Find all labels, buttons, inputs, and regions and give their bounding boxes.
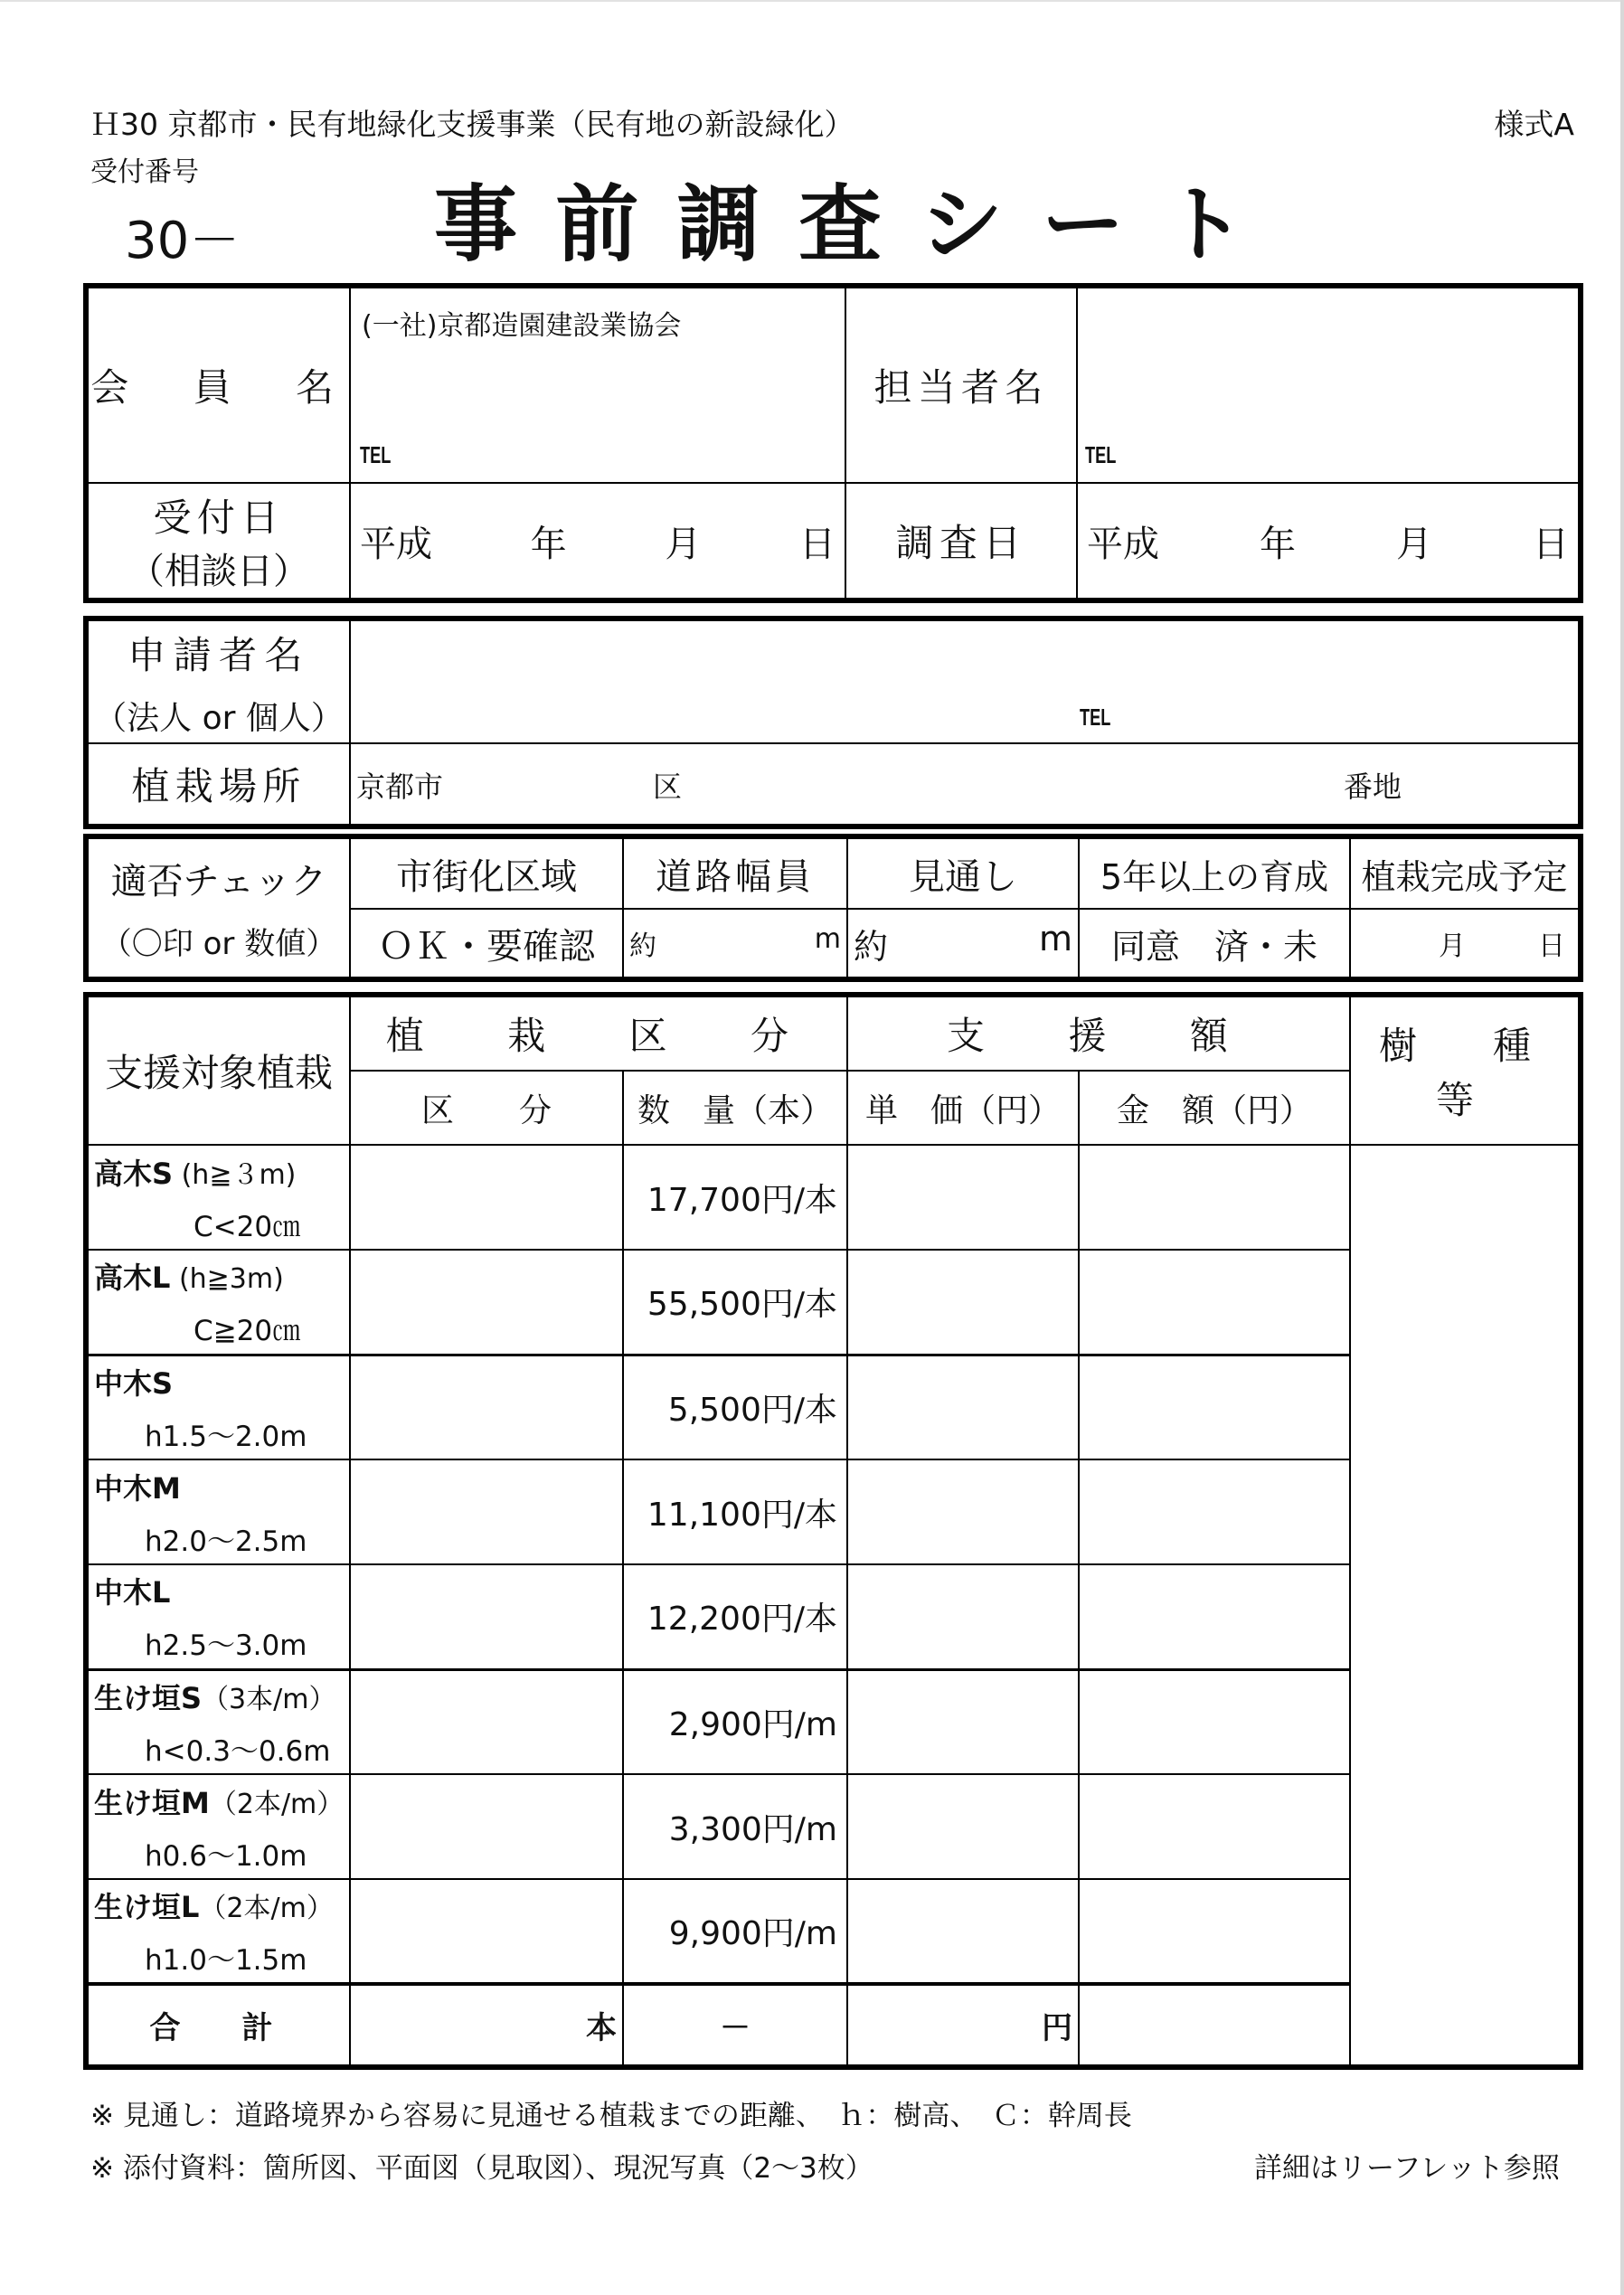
applicant-field[interactable]	[350, 619, 1581, 743]
year-label: 年	[1260, 523, 1296, 565]
total-label: 合 計	[86, 1984, 350, 2067]
planting-row	[86, 1355, 1581, 1459]
category-cell	[86, 1879, 350, 1984]
unit-price: 9,900円/m	[623, 1879, 847, 1984]
month-label: 月	[1439, 930, 1466, 962]
completion-date-field[interactable]	[1350, 909, 1581, 979]
survey-date-label: 調査日	[845, 483, 1077, 600]
category-size: h1.0～1.5m	[145, 1944, 307, 1977]
year-label: 年	[530, 523, 567, 565]
category-size: C≧20㎝	[194, 1315, 301, 1348]
category-size: C<20㎝	[194, 1210, 301, 1243]
species-field[interactable]	[1079, 1774, 1350, 1879]
unit-price: 17,700円/本	[623, 1145, 847, 1250]
category-name: 中木S	[94, 1365, 174, 1401]
category-condition: （3本/m）	[202, 1683, 336, 1715]
day-label: 日	[1538, 930, 1565, 962]
planting-row	[86, 1564, 1581, 1669]
species-header: 樹 種 等	[1350, 995, 1581, 1145]
planting-row	[86, 1879, 1581, 1984]
total-quantity[interactable]: 本	[350, 1984, 623, 2067]
eligibility-section	[83, 834, 1583, 982]
urbanization-field[interactable]: ＯＫ・要確認	[350, 909, 623, 979]
category-name: 中木L	[94, 1575, 171, 1610]
note-visibility: ※ 見通し：道路境界から容易に見通せる植栽までの距離、 ｈ：樹高、 Ｃ：幹周長	[90, 2100, 1132, 2132]
day-label: 日	[798, 523, 836, 565]
contact-tel-label: TEL	[1085, 441, 1117, 468]
category-name: 高木S	[94, 1156, 174, 1191]
quantity-field[interactable]	[350, 1250, 623, 1355]
col-visibility: 見通し	[847, 836, 1079, 909]
era-label: 平成	[360, 523, 432, 565]
planting-row	[86, 1459, 1581, 1564]
planting-section	[83, 992, 1608, 2070]
consent-field[interactable]: 同意 済・未	[1079, 909, 1350, 979]
category-size: h2.5～3.0m	[145, 1629, 307, 1663]
col-five-year-care: 5年以上の育成	[1079, 836, 1350, 909]
member-tel-label: TEL	[360, 441, 392, 468]
quantity-field[interactable]	[350, 1879, 623, 1984]
total-species[interactable]	[1079, 1984, 1350, 2067]
page-title: 事前調査シート	[434, 176, 1285, 273]
unit-price-header: 単 価（円）	[847, 1071, 1079, 1145]
quantity-field[interactable]	[350, 1564, 623, 1669]
category-cell	[86, 1250, 350, 1355]
reception-date-title: 受付日	[153, 495, 285, 540]
approx-label: 約	[629, 930, 656, 962]
form-id: 様式A	[1494, 107, 1574, 142]
category-cell	[86, 1564, 350, 1669]
eligibility-sub: （〇印 or 数値）	[100, 926, 337, 962]
species-field[interactable]	[1079, 1564, 1350, 1669]
category-cell	[86, 1355, 350, 1459]
species-field[interactable]	[1079, 1355, 1350, 1459]
day-label: 日	[1533, 523, 1569, 565]
eligibility-label	[86, 836, 350, 979]
planting-row	[86, 1145, 1581, 1250]
category-name: 生け垣M	[94, 1785, 210, 1820]
category-condition: （2本/m）	[209, 1788, 345, 1820]
species-field[interactable]	[1079, 1250, 1350, 1355]
species-field[interactable]	[1079, 1145, 1350, 1250]
category-cell	[86, 1459, 350, 1564]
species-field[interactable]	[1079, 1459, 1350, 1564]
month-label: 月	[665, 523, 702, 565]
city-label: 京都市	[356, 770, 444, 804]
total-unit-price: －	[623, 1984, 847, 2067]
species-field[interactable]	[1079, 1669, 1350, 1774]
category-condition: (h≧3m)	[170, 1263, 284, 1296]
category-size: h<0.3～0.6m	[145, 1734, 331, 1768]
amount-field[interactable]	[847, 1145, 1079, 1250]
species-field[interactable]	[1079, 1879, 1350, 1984]
member-name-value: (一社)京都造園建設業協会	[362, 310, 682, 342]
eligibility-title: 適否チェック	[110, 861, 327, 902]
col-completion-date: 植栽完成予定	[1350, 836, 1581, 909]
member-section	[83, 283, 1583, 603]
reception-date-label	[86, 483, 350, 600]
unit-price: 3,300円/m	[623, 1774, 847, 1879]
col-urbanization: 市街化区域	[350, 836, 623, 909]
applicant-sub: （法人 or 個人）	[94, 699, 344, 737]
unit-price: 5,500円/本	[623, 1355, 847, 1459]
amount-field[interactable]	[847, 1355, 1079, 1459]
planting-row	[86, 1669, 1581, 1774]
note-reference: 詳細はリーフレット参照	[1254, 2152, 1560, 2185]
location-field[interactable]	[350, 743, 1581, 826]
planting-category-header: 植 栽 区 分	[350, 995, 847, 1071]
category-cell	[86, 1774, 350, 1879]
page-edge	[0, 0, 1624, 2]
quantity-field[interactable]	[350, 1355, 623, 1459]
unit-price: 55,500円/本	[623, 1250, 847, 1355]
category-cell	[86, 1669, 350, 1774]
category-name: 生け垣L	[94, 1890, 200, 1924]
unit-price: 2,900円/m	[623, 1669, 847, 1774]
quantity-field[interactable]	[350, 1145, 623, 1250]
road-width-field[interactable]	[623, 909, 847, 979]
total-amount[interactable]: 円	[847, 1984, 1079, 2067]
amount-field[interactable]	[847, 1879, 1079, 1984]
quantity-field[interactable]	[350, 1669, 623, 1774]
planting-row	[86, 1250, 1581, 1355]
contact-name-label: 担当者名	[845, 286, 1077, 483]
category-size: h0.6～1.0m	[145, 1839, 307, 1873]
member-name-label: 会 員 名	[86, 286, 350, 483]
member-name-field[interactable]	[350, 286, 845, 483]
amount-field[interactable]	[847, 1459, 1079, 1564]
lot-label: 番地	[1344, 770, 1402, 804]
support-amount-header: 支 援 額	[847, 995, 1350, 1071]
note-attachments: ※ 添付資料：箇所図、平面図（見取図）、現況写真（2～3枚）	[90, 2152, 873, 2185]
category-condition: (h≧３m)	[173, 1158, 297, 1191]
visibility-field[interactable]	[847, 909, 1079, 979]
category-header: 区 分	[350, 1071, 623, 1145]
applicant-label	[86, 619, 350, 743]
applicant-tel-label: TEL	[1080, 704, 1111, 731]
quantity-header: 数 量（本）	[623, 1071, 847, 1145]
location-label: 植栽場所	[86, 743, 350, 826]
month-label: 月	[1396, 523, 1432, 565]
program-line: Ｈ30 京都市・民有地緑化支援事業（民有地の新設緑化）	[90, 107, 854, 142]
ward-label: 区	[653, 770, 683, 804]
col-road-width: 道路幅員	[623, 836, 847, 909]
survey-date-field[interactable]	[1077, 483, 1581, 600]
page-edge	[1620, 0, 1624, 2295]
amount-field[interactable]	[847, 1669, 1079, 1774]
amount-header: 金 額（円）	[1079, 1071, 1350, 1145]
quantity-field[interactable]	[350, 1774, 623, 1879]
receipt-number-label: 受付番号	[90, 156, 199, 188]
applicant-section	[83, 616, 1583, 829]
amount-field[interactable]	[847, 1564, 1079, 1669]
meter-unit: m	[1038, 918, 1072, 959]
category-name: 高木L	[94, 1261, 171, 1296]
category-condition: （2本/m）	[199, 1893, 334, 1924]
reception-date-field[interactable]	[350, 483, 845, 600]
quantity-field[interactable]	[350, 1459, 623, 1564]
category-size: h2.0～2.5m	[145, 1525, 307, 1558]
amount-field[interactable]	[847, 1774, 1079, 1879]
support-target-label: 支援対象植栽	[86, 995, 350, 1145]
category-cell	[86, 1145, 350, 1250]
unit-price: 11,100円/本	[623, 1459, 847, 1564]
meter-unit: m	[814, 923, 841, 955]
category-name: 中木M	[94, 1470, 181, 1506]
category-name: 生け垣S	[94, 1680, 203, 1715]
unit-price: 12,200円/本	[623, 1564, 847, 1669]
planting-row	[86, 1774, 1581, 1879]
applicant-title: 申請者名	[127, 632, 310, 677]
reception-date-sub: （相談日）	[128, 550, 309, 592]
category-size: h1.5～2.0m	[145, 1420, 307, 1453]
approx-label: 約	[854, 926, 889, 967]
era-label: 平成	[1087, 523, 1159, 565]
amount-field[interactable]	[847, 1250, 1079, 1355]
receipt-number[interactable]: 30－	[125, 212, 241, 270]
contact-name-field[interactable]	[1077, 286, 1581, 483]
